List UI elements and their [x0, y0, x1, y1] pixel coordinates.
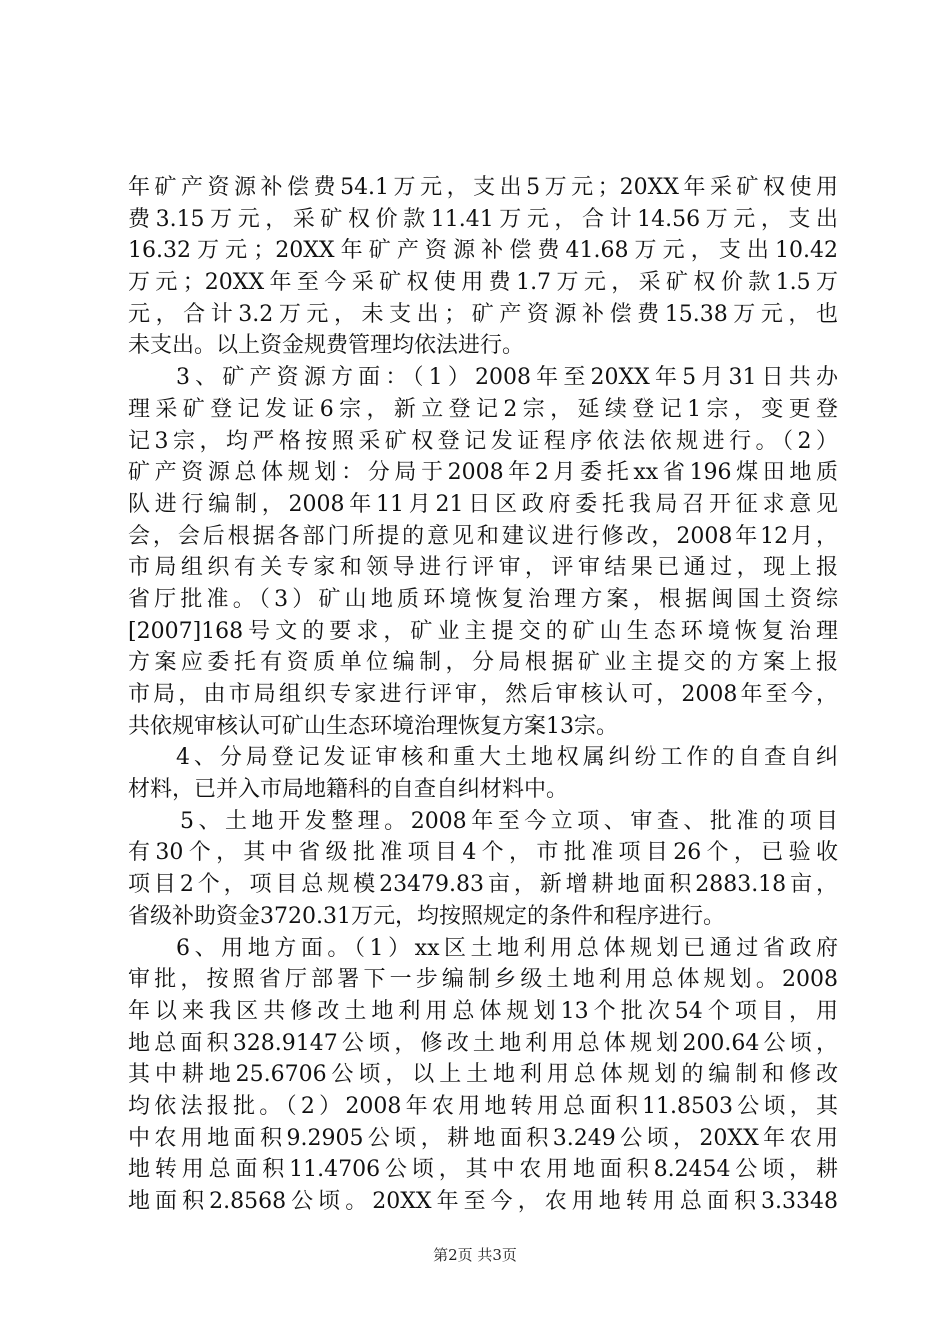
text-line: 16.32万元；20XX年矿产资源补偿费41.68万元，支出10.42	[128, 238, 838, 264]
text-line: 矿产资源总体规划：分局于2008年2月委托xx省196煤田地质	[128, 460, 838, 486]
text-line: 地转用总面积11.4706公顷，其中农用地面积8.2454公顷，耕	[128, 1157, 838, 1183]
text-line: 省级补助资金3720.31万元，均按照规定的条件和程序进行。	[128, 903, 725, 929]
text-line: 市局，由市局组织专家进行评审，然后审核认可，2008年至今，	[128, 682, 838, 707]
text-line: 4、分局登记发证审核和重大土地权属纠纷工作的自查自纠	[176, 745, 838, 771]
text-line: 元，合计3.2万元，未支出；矿产资源补偿费15.38万元，也	[128, 301, 838, 327]
text-line: 会，会后根据各部门所提的意见和建议进行修改，2008年12月，	[128, 523, 838, 549]
text-line: 共依规审核认可矿山生态环境治理恢复方案13宗。	[128, 713, 618, 739]
text-line: 其中耕地25.6706公顷，以上土地利用总体规划的编制和修改	[128, 1062, 838, 1088]
text-line: 记3宗，均严格按照采矿权登记发证程序依法依规进行。（2）	[128, 428, 838, 454]
document-body	[128, 172, 838, 1218]
text-line: 项目2个，项目总规模23479.83亩，新增耕地面积2883.18亩，	[128, 872, 838, 898]
text-line: [2007]168号文的要求，矿业主提交的矿山生态环境恢复治理	[128, 618, 838, 644]
text-line: 万元；20XX年至今采矿权使用费1.7万元，采矿权价款1.5万	[128, 270, 838, 296]
text-line: 地总面积328.9147公顷，修改土地利用总体规划200.64公顷，	[128, 1030, 838, 1056]
page-footer: 第2页 共3页	[433, 1246, 517, 1264]
text-line: 队进行编制，2008年11月21日区政府委托我局召开征求意见	[128, 491, 838, 517]
text-line: 未支出。以上资金规费管理均依法进行。	[128, 333, 525, 359]
text-line: 理采矿登记发证6宗，新立登记2宗，延续登记1宗，变更登	[128, 396, 838, 422]
text-line: 费3.15万元，采矿权价款11.41万元，合计14.56万元，支出	[128, 206, 838, 232]
text-line: 均依法报批。（2）2008年农用地转用总面积11.8503公顷，其	[128, 1093, 838, 1119]
text-line: 省厅批准。（3）矿山地质环境恢复治理方案，根据闽国土资综	[128, 586, 838, 612]
text-line: 5、土地开发整理。2008年至今立项、审查、批准的项目	[180, 808, 838, 834]
text-line: 地面积2.8568公顷。20XX年至今，农用地转用总面积3.3348	[128, 1189, 838, 1214]
text-line: 审批，按照省厅部署下一步编制乡级土地利用总体规划。2008	[128, 967, 838, 993]
text-line: 6、用地方面。（1）xx区土地利用总体规划已通过省政府	[176, 935, 838, 961]
text-line: 年矿产资源补偿费54.1万元，支出5万元；20XX年采矿权使用	[128, 175, 838, 200]
text-line: 市局组织有关专家和领导进行评审，评审结果已通过，现上报	[128, 555, 838, 581]
text-line: 方案应委托有资质单位编制，分局根据矿业主提交的方案上报	[128, 650, 838, 676]
text-line: 材料，已并入市局地籍科的自查自纠材料中。	[128, 777, 569, 803]
text-line: 年以来我区共修改土地利用总体规划13个批次54个项目，用	[128, 998, 838, 1024]
text-line: 有30个，其中省级批准项目4个，市批准项目26个，已验收	[128, 840, 838, 866]
text-line: 中农用地面积9.2905公顷，耕地面积3.249公顷，20XX年农用	[128, 1125, 838, 1151]
text-line: 3、矿产资源方面：（1）2008年至20XX年5月31日共办	[176, 365, 838, 391]
